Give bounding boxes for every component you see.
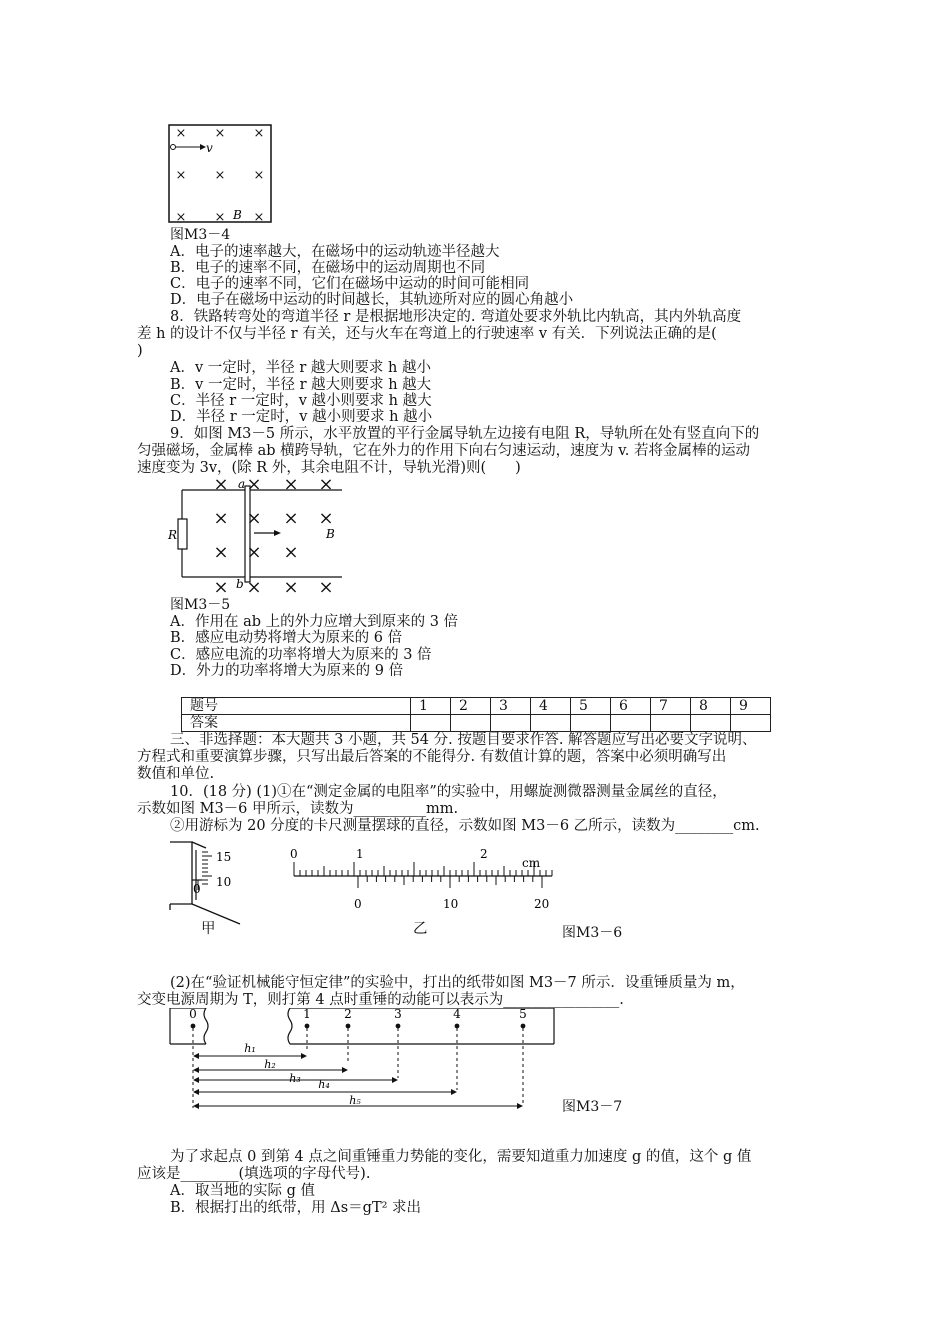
svg-text:×: × [214, 168, 226, 183]
answer-cell[interactable] [571, 715, 611, 732]
point-3-label: 3 [394, 1008, 402, 1021]
vernier-scale-20: 20 [534, 897, 550, 911]
a-label: a [238, 477, 246, 491]
resistor-r [178, 519, 187, 549]
q8-stem-line2: 差 h 的设计不仅与半径 r 有关，还与火车在弯道上的行驶速率 v 有关．下列说法正确的是( [137, 326, 717, 342]
vernier-scale-0: 0 [354, 897, 362, 911]
q9-stem-line3: 速度变为 3v，(除 R 外，其余电阻不计，导轨光滑)则( ) [137, 460, 521, 476]
question-number: 3 [491, 698, 531, 715]
q10-part2-line1: (2)在“验证机械能守恒定律”的实验中，打出的纸带如图 M3－7 所示．设重锤质量为 m， [170, 975, 745, 991]
v-label: v [206, 141, 213, 155]
figure-m3-6-vernier [282, 842, 562, 912]
svg-text:×: × [214, 210, 226, 225]
q8-option-d: D．半径 r 一定时，v 越小则要求 h 越小 [170, 409, 433, 425]
tape-dot [521, 1024, 526, 1029]
b-field-label: B [326, 527, 335, 541]
q9-option-a: A．作用在 ab 上的外力应增大到原来的 3 倍 [170, 614, 459, 630]
arrow-head-right [392, 1077, 398, 1083]
question-number: 8 [691, 698, 731, 715]
svg-text:×: × [213, 577, 229, 598]
q10-g-option-a: A．取当地的实际 g 值 [170, 1183, 315, 1199]
main-scale-2: 2 [480, 847, 488, 861]
svg-text:×: × [283, 474, 299, 495]
main-scale-unit: cm [522, 856, 541, 870]
svg-text:×: × [175, 126, 187, 141]
metal-rod-ab [245, 486, 250, 582]
main-scale-0: 0 [290, 847, 298, 861]
answer-table-answer-row [182, 715, 771, 732]
q9-option-b: B．感应电动势将增大为原来的 6 倍 [170, 630, 403, 646]
q8-stem-line1: 8．铁路转弯处的弯道半径 r 是根据地形决定的. 弯道处要求外轨比内轨高，其内外轨高度 [170, 309, 742, 325]
answer-cell[interactable] [491, 715, 531, 732]
svg-text:×: × [318, 474, 334, 495]
question-number: 6 [611, 698, 651, 715]
q7-option-a: A．电子的速率越大，在磁场中的运动轨迹半径越大 [170, 244, 500, 260]
q10-g-line2: 应该是________(填选项的字母代号). [137, 1166, 371, 1182]
svg-text:×: × [283, 508, 299, 529]
svg-text:×: × [213, 542, 229, 563]
electron-entry-point [171, 145, 176, 150]
q7-option-b: B．电子的速率不同，在磁场中的运动周期也不同 [170, 260, 486, 276]
field-crosses [213, 474, 333, 598]
yi-label: 乙 [413, 921, 428, 937]
b-label-rod: b [236, 577, 244, 591]
jia-label: 甲 [201, 921, 216, 937]
svg-text:×: × [213, 508, 229, 529]
figure-m3-7 [166, 1008, 566, 1114]
svg-text:×: × [318, 508, 334, 529]
section3-line2: 方程式和重要演算步骤，只写出最后答案的不能得分. 有数值计算的题，答案中必须明确写出 [137, 749, 727, 765]
question-number: 2 [451, 698, 491, 715]
answer-table-header-row [182, 698, 771, 715]
answer-cell[interactable] [411, 715, 451, 732]
micrometer-label-0: 0 [193, 882, 201, 896]
q10-line1: 10．(18 分) (1)①在“测定金属的电阻率”的实验中，用螺旋测微器测量金属丝的直径， [170, 784, 727, 800]
vernier-scale-10: 10 [443, 897, 459, 911]
svg-text:×: × [213, 474, 229, 495]
q9-stem-line1: 9．如图 M3－5 所示，水平放置的平行金属导轨左边接有电阻 R，导轨所在处有竖直向下的 [170, 426, 760, 442]
arrow-head-right [301, 1053, 307, 1059]
svg-text:×: × [246, 474, 262, 495]
figure-m3-5 [166, 474, 346, 598]
svg-text:×: × [246, 508, 262, 529]
q10-g-option-b: B．根据打出的纸带，用 Δs＝gT² 求出 [170, 1200, 422, 1216]
micrometer-label-10: 10 [216, 875, 232, 889]
question-number: 4 [531, 698, 571, 715]
q7-option-c: C．电子的速率不同，它们在磁场中运动的时间可能相同 [170, 276, 530, 292]
tape-dot [455, 1024, 460, 1029]
tape-dot [305, 1024, 310, 1029]
point-4-label: 4 [453, 1008, 461, 1021]
arrow-head-left [193, 1067, 199, 1073]
arrow-head-left [193, 1089, 199, 1095]
q10-g-line1: 为了求起点 0 到第 4 点之间重锤重力势能的变化，需要知道重力加速度 g 的值，这个 g 值 [170, 1149, 752, 1165]
arrow-head-left [193, 1103, 199, 1109]
fig35-caption: 图M3－5 [170, 597, 231, 613]
q10-part2-line2: 交变电源周期为 T，则打第 4 点时重锤的动能可以表示为________________. [137, 992, 624, 1008]
section3-line3: 数值和单位. [137, 766, 215, 782]
fig34-caption: 图M3－4 [170, 227, 231, 243]
q8-option-a: A．v 一定时，半径 r 越大则要求 h 越小 [170, 360, 431, 376]
tape-dot [191, 1024, 196, 1029]
answer-cell[interactable] [691, 715, 731, 732]
arrow-head-left [193, 1053, 199, 1059]
answer-cell[interactable] [611, 715, 651, 732]
r-label: R [168, 528, 178, 542]
h5-label: h₅ [349, 1094, 361, 1107]
caliper-scale [294, 862, 552, 888]
h3-label: h₃ [289, 1072, 301, 1085]
svg-text:×: × [175, 168, 187, 183]
h4-label: h₄ [318, 1078, 330, 1091]
tape-dot [346, 1024, 351, 1029]
tape-dot [396, 1024, 401, 1029]
question-number: 9 [731, 698, 771, 715]
b-label: B [233, 208, 242, 222]
answer-table [181, 697, 771, 732]
q9-stem-line2: 匀强磁场，金属棒 ab 横跨导轨，它在外力的作用下向右匀速运动，速度为 v. 若将金属棒的运动 [137, 443, 750, 459]
answer-cell[interactable] [451, 715, 491, 732]
arrow-head-right [517, 1103, 523, 1109]
svg-text:×: × [253, 210, 265, 225]
q9-option-c: C．感应电流的功率将增大为原来的 3 倍 [170, 647, 432, 663]
question-number: 1 [411, 698, 451, 715]
micrometer-label-15: 15 [216, 850, 232, 864]
figure-m3-4 [168, 124, 274, 228]
h1-label: h₁ [244, 1042, 256, 1055]
q10-line3: ②用游标为 20 分度的卡尺测量摆球的直径，示数如图 M3－6 乙所示，读数为________cm. [170, 818, 760, 834]
svg-text:×: × [175, 210, 187, 225]
header-label: 题号 [182, 698, 411, 715]
main-scale-1: 1 [356, 847, 364, 861]
q8-stem-line3: ) [137, 343, 143, 359]
svg-text:×: × [253, 126, 265, 141]
svg-text:×: × [318, 577, 334, 598]
svg-text:×: × [214, 126, 226, 141]
point-1-label: 1 [303, 1008, 311, 1021]
q10-line2: 示数如图 M3－6 甲所示，读数为__________mm. [137, 801, 459, 817]
answer-label: 答案 [182, 715, 411, 732]
rod-velocity-arrow [274, 530, 281, 536]
q9-option-d: D．外力的功率将增大为原来的 9 倍 [170, 663, 404, 679]
svg-text:×: × [253, 168, 265, 183]
point-2-label: 2 [344, 1008, 352, 1021]
section3-line1: 三、非选择题：本大题共 3 小题，共 54 分. 按题目要求作答. 解答题应写出必要文字说明、 [170, 732, 757, 748]
arrow-head-right [451, 1089, 457, 1095]
fig36-caption: 图M3－6 [562, 925, 623, 941]
question-number: 7 [651, 698, 691, 715]
point-0-label: 0 [189, 1008, 197, 1021]
answer-cell[interactable] [531, 715, 571, 732]
q8-option-b: B．v 一定时，半径 r 越大则要求 h 越大 [170, 377, 432, 393]
h2-label: h₂ [264, 1058, 276, 1071]
svg-text:×: × [246, 542, 262, 563]
svg-text:×: × [283, 542, 299, 563]
q8-option-c: C．半径 r 一定时，v 越小则要求 h 越大 [170, 393, 432, 409]
point-5-label: 5 [519, 1008, 527, 1021]
fig37-caption: 图M3－7 [562, 1099, 623, 1115]
arrow-head-right [342, 1067, 348, 1073]
svg-text:×: × [283, 577, 299, 598]
field-crosses [176, 126, 265, 225]
answer-cell[interactable] [651, 715, 691, 732]
svg-text:×: × [246, 577, 262, 598]
question-number: 5 [571, 698, 611, 715]
arrow-head-left [193, 1077, 199, 1083]
answer-cell[interactable] [731, 715, 771, 732]
q7-option-d: D．电子在磁场中运动的时间越长，其轨迹所对应的圆心角越小 [170, 292, 574, 308]
